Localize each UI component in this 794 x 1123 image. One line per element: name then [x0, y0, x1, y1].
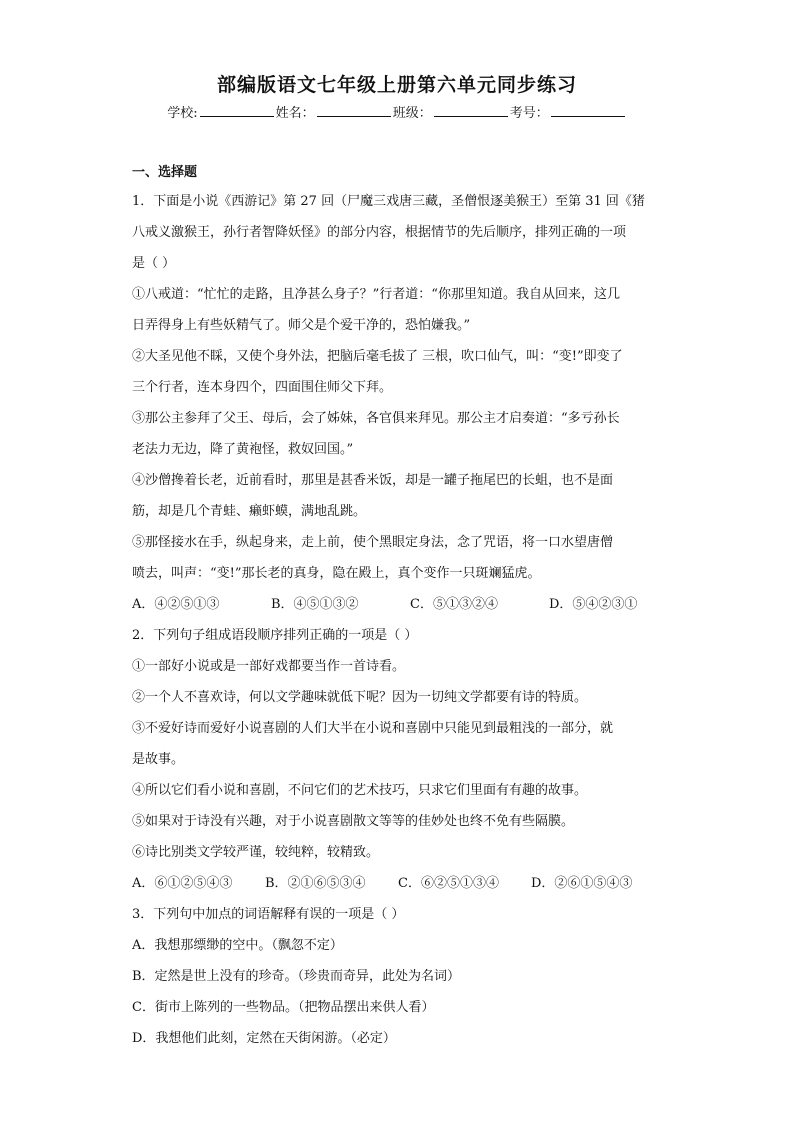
name-label: 姓名：	[275, 106, 315, 121]
passage-line: ⑤那怪接水在手，纵起身来，走上前，使个黑眼定身法，念了咒语，将一口水望唐僧	[132, 535, 614, 550]
option-c[interactable]: C．⑥②⑤①③④	[398, 876, 499, 891]
passage-line: 老法力无边，降了黄袍怪，救奴回国。”	[132, 442, 354, 457]
answer-options	[132, 589, 664, 620]
question-line: 2．下列句子组成语段顺序排列正确的一项是（ ）	[132, 628, 418, 643]
question-line: 是（ ）	[132, 256, 176, 271]
sentence-line: ②一个人不喜欢诗，何以文学趣味就低下呢？因为一切纯文学都要有诗的特质。	[132, 690, 588, 705]
answer-options	[132, 868, 664, 899]
option-a[interactable]: A．④②⑤①③	[132, 597, 220, 612]
exam-number-label: 考号：	[509, 106, 549, 121]
passage-line: ①八戒道：“忙忙的走路，且净甚么身子？”行者道：“你那里知道。我自从回来，这几	[132, 287, 620, 302]
option-a[interactable]: A．⑥①②⑤④③	[132, 876, 233, 891]
option-d[interactable]: D．⑤④②③①	[549, 597, 638, 612]
question-2	[132, 620, 664, 899]
student-info-row	[0, 102, 794, 121]
class-blank[interactable]	[434, 103, 508, 117]
question-3	[132, 899, 664, 1054]
section-heading: 一、选择题	[132, 165, 198, 180]
class-label: 班级：	[392, 106, 432, 121]
option-c[interactable]: C．⑤①③②④	[410, 597, 498, 612]
option-c[interactable]: C．街市上陈列的一些物品。（把物品摆出来供人看）	[132, 1000, 435, 1015]
name-blank[interactable]	[317, 103, 391, 117]
sentence-line: ③不爱好诗而爱好小说喜剧的人们大半在小说和喜剧中只能见到最粗浅的一部分，就	[132, 721, 614, 736]
passage-line: ②大圣见他不睬，又使个身外法，把脑后毫毛拔了 三根，吹口仙气，叫：“变!”即变了	[132, 349, 623, 364]
option-b[interactable]: B．④⑤①③②	[271, 597, 359, 612]
school-label: 学校:	[167, 106, 198, 121]
document-title: 部编版语文七年级上册第六单元同步练习	[216, 74, 577, 96]
question-content	[132, 160, 664, 1054]
question-line: 3．下列句中加点的词语解释有误的一项是（ ）	[132, 907, 405, 922]
question-line: 八戒义激猴王，孙行者智降妖怪》的部分内容，根据情节的先后顺序，排列正确的一项	[132, 225, 627, 240]
question-1	[132, 186, 664, 620]
sentence-line: ⑤如果对于诗没有兴趣，对于小说喜剧散文等等的佳妙处也终不免有些隔膜。	[132, 814, 575, 829]
passage-line: ③那公主参拜了父王、母后，会了姊妹，各官俱来拜见。那公主才启奏道：“多亏孙长	[132, 411, 620, 426]
passage-line: 筋，却是几个青蛙、癞虾蟆，满地乱跳。	[132, 504, 367, 519]
passage-line: 日弄得身上有些妖精气了。师父是个爱干净的，恐怕嫌我。”	[132, 318, 471, 333]
option-b[interactable]: B．定然是世上没有的珍奇。（珍贵而奇异，此处为名词）	[132, 969, 461, 984]
option-d[interactable]: D．我想他们此刻，定然在天街闲游。（必定）	[132, 1031, 396, 1046]
school-blank[interactable]	[200, 103, 274, 117]
sentence-line: ④所以它们看小说和喜剧，不问它们的艺术技巧，只求它们里面有有趣的故事。	[132, 783, 588, 798]
passage-line: 三个行者，连本身四个，四面围住师父下拜。	[132, 380, 393, 395]
sentence-line: ⑥诗比别类文学较严谨，较纯粹，较精致。	[132, 845, 380, 860]
option-a[interactable]: A．我想那缥缈的空中。（飘忽不定）	[132, 938, 343, 953]
passage-line: 喷去，叫声：“变!”那长老的真身，隐在殿上，真个变作一只斑斓猛虎。	[132, 566, 541, 581]
sentence-line: ①一部好小说或是一部好戏都要当作一首诗看。	[132, 659, 406, 674]
question-line: 1．下面是小说《西游记》第 27 回（尸魔三戏唐三藏，圣僧恨逐美猴王）至第 31 回《猪	[132, 194, 645, 209]
option-b[interactable]: B．②①⑥⑤③④	[265, 876, 366, 891]
option-d[interactable]: D．②⑥①⑤④③	[531, 876, 633, 891]
sentence-line: 是故事。	[132, 752, 185, 767]
exam-number-blank[interactable]	[551, 103, 625, 117]
passage-line: ④沙僧搀着长老，近前看时，那里是甚香米饭，却是一罐子拖尾巴的长蛆，也不是面	[132, 473, 614, 488]
